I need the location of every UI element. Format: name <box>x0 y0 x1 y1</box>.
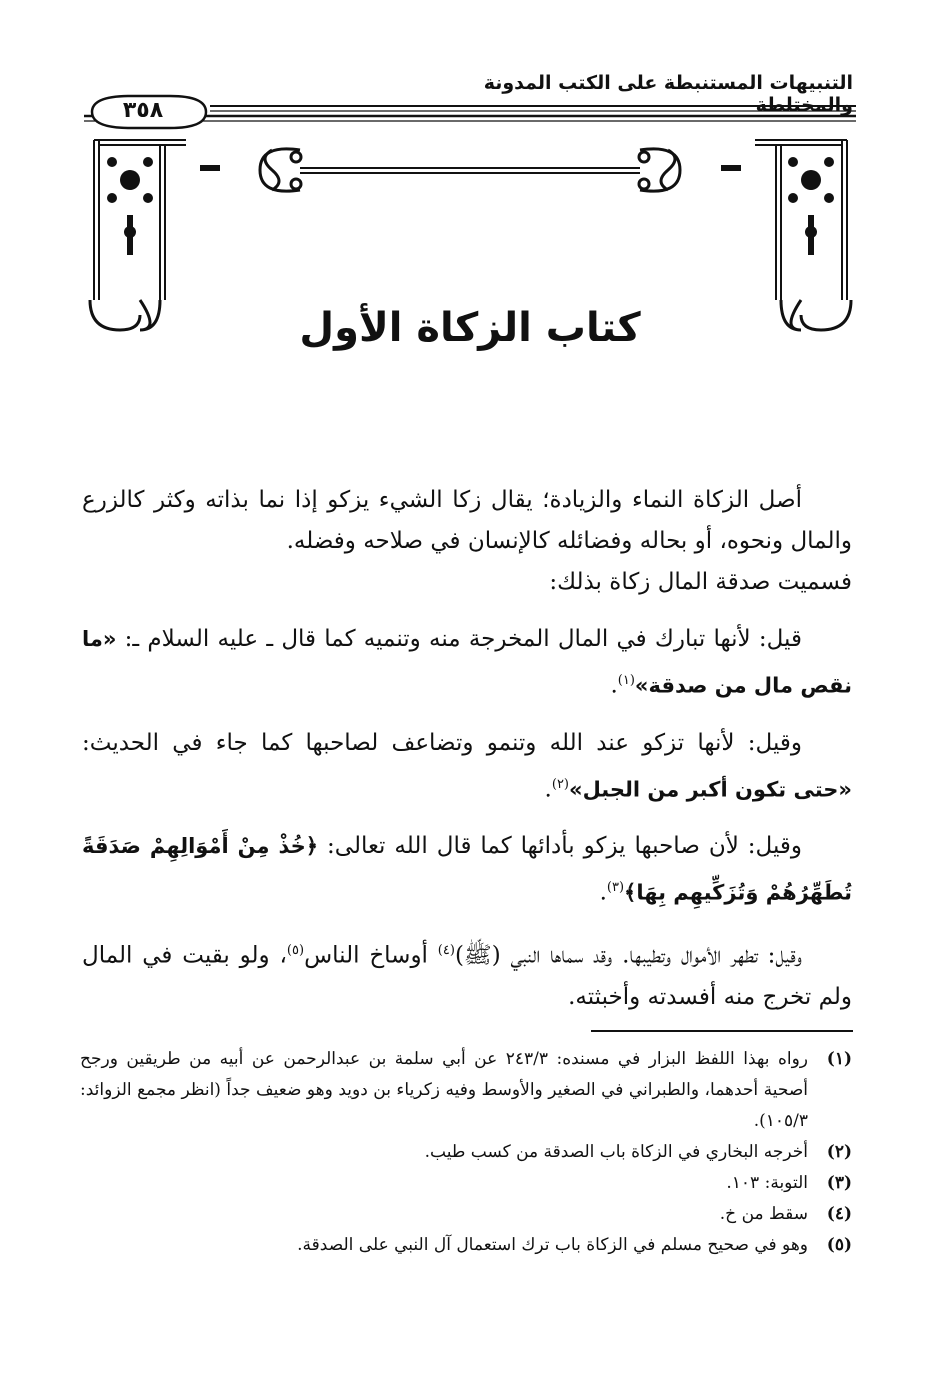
running-title: التنبيهات المستنبطة على الكتب المدونة والمختلطة <box>483 72 853 116</box>
paragraph-1: أصل الزكاة النماء والزيادة؛ يقال زكا الشيء يزكو إذا نما بذاته وكثر كالزرع والمال ونحوه، أو بحاله وفضائله كالإنسان في صلاحه وفضله. <box>82 487 852 554</box>
hadith-quote-1: «ما نقص مال من صدقة» <box>82 627 852 698</box>
paragraph-5: وقيل: تطهر الأموال وتطيبها. وقد سماها النبي (ﷺ)$^{(٤)}$ أوساخ الناس$^{(٥)}$، ولو بقيت في المال ولم تخرج منه أفسدته وأخبثته. <box>82 942 852 1010</box>
paragraph-4-text: وقيل: لأن صاحبها يزكو بأدائها كما قال الله تعالى: <box>318 833 802 860</box>
footnote-ref-1[interactable]: (١) <box>617 673 635 688</box>
scroll-ornament-left <box>260 149 301 191</box>
paragraph-2-text: قيل: لأنها تبارك في المال المخرجة منه وتنميه كما قال ـ عليه السلام ـ: <box>116 626 802 652</box>
paragraph-2: قيل: لأنها تبارك في المال المخرجة منه وتنميه كما قال ـ عليه السلام ـ: «ما نقص مال من صدقة»$^{(١)}$. <box>82 626 852 699</box>
footnote-2: (٢) أخرجه البخاري في الزكاة باب الصدقة من كسب طيب. <box>424 1142 852 1162</box>
footnote-ref-3[interactable]: (٣) <box>606 880 625 896</box>
corner-ornament-right <box>721 157 834 255</box>
paragraph-5-text: وقيل: تطهر الأموال وتطيبها. وقد سماها النبي (ﷺ) <box>454 942 802 969</box>
footnote-1: (١) رواه بهذا اللفظ البزار في مسنده: ٢٤٣/٣ عن أبي سلمة بن عبدالرحمن عن أبيه من طريقين ورجح أصحية أحدهما، والطبراني في الصغير والأوسط وفيه زكرياء بن دويد وهو ضعيف جداً (انظر مجمع الزوائد: ١٠٥/٣). <box>80 1049 852 1131</box>
body-text <box>82 480 852 1034</box>
scroll-ornament-right <box>639 149 680 191</box>
footnotes <box>80 1044 852 1261</box>
paragraph-4: وقيل: لأن صاحبها يزكو بأدائها كما قال الله تعالى: ﴿خُذْ مِنْ أَمْوَالِهِمْ صَدَقَةً تُطَهِّرُهُمْ وَتُزَكِّيهِم بِهَا﴾$^{(٣)}$. <box>82 833 852 906</box>
paragraph-1-continuation: فسميت صدقة المال زكاة بذلك: <box>549 569 852 595</box>
footnote-ref-2[interactable]: (٢) <box>551 776 569 792</box>
quran-verse: ﴿خُذْ مِنْ أَمْوَالِهِمْ صَدَقَةً تُطَهِّرُهُمْ وَتُزَكِّيهِم بِهَا﴾ <box>82 834 852 905</box>
chapter-title: كتاب الزكاة الأول <box>299 305 641 351</box>
hadith-quote-2: «حتى تكون أكبر من الجبل» <box>569 777 852 802</box>
footnote-separator <box>591 1030 853 1032</box>
corner-ornament-left <box>107 157 220 255</box>
paragraph-3: وقيل: لأنها تزكو عند الله وتنمو وتضاعف لصاحبها كما جاء في الحديث: «حتى تكون أكبر من الجبل»$^{(٢)}$. <box>82 729 852 803</box>
footnote-3: (٣) التوبة: ١٠٣. <box>726 1173 852 1193</box>
bottom-scroll-right <box>781 300 851 330</box>
page-number: ٣٥٨ <box>122 98 164 123</box>
footnote-4: (٤) سقط من خ. <box>719 1204 852 1224</box>
footnote-5: (٥) وهو في صحيح مسلم في الزكاة باب ترك استعمال آل النبي على الصدقة. <box>297 1235 852 1255</box>
bottom-scroll-left <box>90 300 160 330</box>
footnote-ref-4[interactable]: (٤) <box>437 942 455 958</box>
footnote-ref-5[interactable]: (٥) <box>286 942 305 958</box>
paragraph-3-text: وقيل: لأنها تزكو عند الله وتنمو وتضاعف لصاحبها كما جاء في الحديث: <box>82 729 802 756</box>
